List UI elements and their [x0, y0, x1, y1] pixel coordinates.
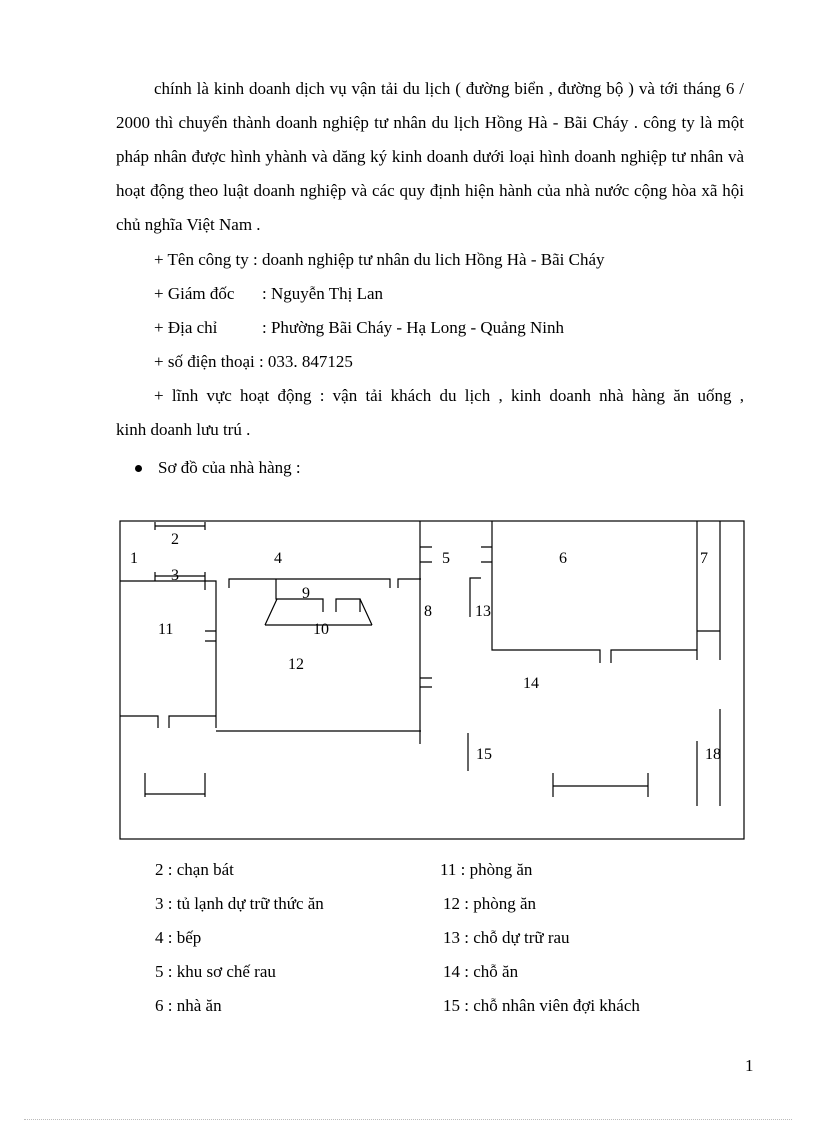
- legend-left-4: 5 : khu sơ chế rau: [155, 962, 276, 981]
- legend-right-1: 11 : phòng ăn: [440, 860, 533, 879]
- plan-labels: [130, 531, 721, 763]
- legend-left-2: 3 : tủ lạnh dự trữ thức ăn: [155, 894, 324, 913]
- company-name-line: + Tên công ty : doanh nghiệp tư nhân du lich Hồng Hà - Bãi Cháy: [154, 250, 605, 269]
- plan-label-12: 12: [288, 656, 304, 673]
- legend-left-5: 6 : nhà ăn: [155, 996, 222, 1015]
- plan-label-11: 11: [158, 621, 174, 638]
- field-line-2: kinh doanh lưu trú .: [116, 420, 251, 439]
- director-value: : Nguyễn Thị Lan: [262, 284, 384, 303]
- legend-right-2: 12 : phòng ăn: [443, 894, 537, 913]
- plan-label-6: 6: [559, 550, 567, 567]
- page-bottom-divider: [24, 1119, 792, 1120]
- plan-label-2: 2: [171, 531, 179, 548]
- plan-label-10: 10: [313, 621, 329, 638]
- plan-label-14: 14: [523, 675, 539, 692]
- address-label: + Địa chỉ: [154, 318, 218, 337]
- plan-label-4: 4: [274, 550, 282, 567]
- director-label: + Giám đốc: [154, 284, 235, 303]
- plan-label-3: 3: [171, 567, 179, 584]
- intro-text: chính là kinh doanh dịch vụ vận tải du lịch ( đường biển , đường bộ ) và tới tháng 6 / 2000 thì chuyển thành doanh nghiệp tư nhân du lịch Hồng Hà - Bãi Cháy . công ty là một pháp nhân được hình yhành và dăng ký kinh doanh dưới loại hình doanh nghiệp tư nhân và hoạt động theo luật doanh nghiệp và các quy định hiện hành của nhà nước cộng hòa xã hội chủ nghĩa Việt Nam .: [116, 79, 744, 234]
- plan-label-18: 18: [705, 746, 721, 763]
- legend-left-1: 2 : chạn bát: [155, 860, 234, 879]
- diagram-heading: Sơ đồ của nhà hàng :: [158, 458, 301, 477]
- page-number: 1: [745, 1056, 754, 1075]
- plan-label-15: 15: [476, 746, 492, 763]
- plan-outer-border: [120, 521, 744, 839]
- plan-label-5: 5: [442, 550, 450, 567]
- plan-label-1: 1: [130, 550, 138, 567]
- phone-line: + số điện thoại : 033. 847125: [154, 352, 353, 371]
- field-line-1: + lĩnh vực hoạt động : vận tải khách du lịch , kinh doanh nhà hàng ăn uống ,: [154, 386, 744, 405]
- address-value: : Phường Bãi Cháy - Hạ Long - Quảng Ninh: [262, 318, 564, 337]
- plan-label-13: 13: [475, 603, 491, 620]
- legend-right-5: 15 : chỗ nhân viên đợi khách: [443, 996, 640, 1015]
- legend-left-3: 4 : bếp: [155, 928, 202, 947]
- plan-walls: [120, 521, 720, 806]
- legend-right-4: 14 : chỗ ăn: [443, 962, 519, 981]
- legend-right-3: 13 : chỗ dự trữ rau: [443, 928, 570, 947]
- plan-label-7: 7: [700, 550, 708, 567]
- plan-label-8: 8: [424, 603, 432, 620]
- plan-label-9: 9: [302, 585, 310, 602]
